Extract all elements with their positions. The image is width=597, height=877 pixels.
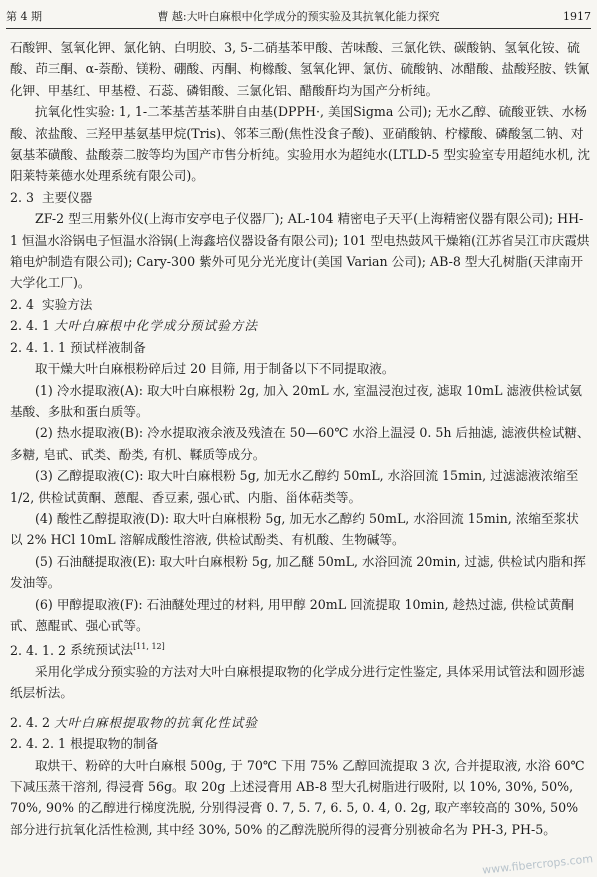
section-title: 大叶白麻根提取物的抗氧化性试验: [54, 714, 258, 730]
paragraph-extract-prep: 取烘干、粉碎的大叶白麻根 500g, 于 70℃ 下用 75% 乙醇回流提取 3 次, 合并提取液, 水浴 60℃ 下减压蒸干溶剂, 得浸膏 56g。取 20g 上述浸膏用 AB-8 型大孔树脂进行吸附, 以 10%, 30%, 50%, 70%, 90% 的乙醇进行梯度洗脱, 分别得浸膏 0. 7, 5. 7, 6. 5, 0. 4, 0. 2g, 取产率较高的 30%, 50% 部分进行抗氧化活性检测, 其中经 30%, 50% 的乙醇洗脱所得的浸膏分别被命名为 PH-3, PH-5。: [10, 757, 585, 837]
section-number: 2. 3: [10, 189, 35, 205]
section-heading-2-4-2: [10, 712, 591, 733]
issue-number: 第 4 期: [6, 10, 42, 23]
list-item-petroleum-ether: (5) 石油醚提取液(E): 取大叶白麻根粉 5g, 加乙醚 50mL, 水浴回流 20min, 过滤, 供检试内脂和挥发油等。: [10, 553, 586, 591]
section-number: 2. 4. 1. 1: [10, 339, 67, 355]
list-item-cold-water: (1) 冷水提取液(A): 取大叶白麻根粉 2g, 加入 20mL 水, 室温浸泡过夜, 滤取 10mL 滤液供检试氨基酸、多肽和蛋白质等。: [10, 382, 582, 419]
section-heading-2-4-2-1: [10, 733, 591, 754]
section-heading-2-4: [10, 294, 591, 315]
section-number: 2. 4. 2: [10, 714, 51, 730]
running-title: 曹 越:大叶白麻根中化学成分的预实验及其抗氧化能力探究: [157, 10, 440, 23]
section-heading-2-4-1-2: [10, 636, 591, 661]
page-number: 1917: [563, 10, 591, 23]
section-heading-2-4-1-1: [10, 337, 591, 358]
list-item-methanol: (6) 甲醇提取液(F): 石油醚处理过的材料, 用甲醇 20mL 回流提取 10min, 趁热过滤, 供检试黄酮甙、蒽醌甙、强心甙等。: [10, 596, 574, 633]
section-number: 2. 4. 1: [10, 318, 51, 334]
section-heading-2-4-1: [10, 315, 591, 336]
paragraph-system-test: 采用化学成分预实验的方法对大叶白麻根提取物的化学成分进行定性鉴定, 具体采用试管法和圆形滤纸层析法。: [10, 663, 585, 701]
list-item-hot-water: (2) 热水提取液(B): 冷水提取液余液及残渣在 50—60℃ 水浴上温浸 0. 5h 后抽滤, 滤液供检试糖、多糖, 皂甙、甙类、酚类, 有机、鞣质等成分。: [10, 425, 590, 462]
section-heading-2-3: [10, 187, 591, 208]
section-title: 预试样液制备: [70, 339, 146, 355]
running-header: [6, 6, 591, 29]
section-number: 2. 4: [10, 296, 35, 312]
watermark: www.fibercrops.com: [481, 852, 594, 877]
paragraph-sample-prep: 取干燥大叶白麻根粉碎后过 20 目筛, 用于制备以下不同提取液。: [35, 361, 395, 377]
citation-ref: [11, 12]: [133, 642, 165, 652]
paragraph-reagents: 石酸钾、氢氧化钾、氯化钠、白明胶、3, 5-二硝基苯甲酸、苦味酸、三氯化铁、碳酸钠、氢氧化铵、硫酸、茚三酮、α-萘酚、镁粉、硼酸、丙酮、枸橼酸、氢氧化钾、氯仿、硫酸钠、冰醋酸、盐酸羟胺、铁氰化钾、甲基红、甲基橙、石蕊、磷钼酸、三氯化铝、醋酸酐均为国产分析纯。: [10, 40, 590, 98]
list-item-acid-ethanol: (4) 酸性乙醇提取液(D): 取大叶白麻根粉 5g, 加无水乙醇约 50mL, 水浴回流 15min, 浓缩至浆状以 2% HCl 10mL 溶解成酸性溶液, 供检试酚类、有机酸、生物碱等。: [10, 510, 579, 548]
section-number: 2. 4. 1. 2: [10, 642, 67, 658]
article-body: [10, 37, 591, 840]
section-title: 大叶白麻根中化学成分预试验方法: [54, 318, 258, 334]
section-title: 系统预试法: [70, 642, 134, 658]
section-title: 实验方法: [42, 296, 93, 312]
paragraph-antioxidant-reagents: 抗氧化性实验: 1, 1-二苯基苦基苯肼自由基(DPPH·, 美国Sigma 公司); 无水乙醇、硫酸亚铁、水杨酸、浓盐酸、三羟甲基氨基甲烷(Tris)、邻苯三酚(焦性没食子酸)、亚硝酸钠、柠檬酸、磷酸氢二钠、对氨基苯磺酸、盐酸萘二胺等均为国产市售分析纯。实验用水为超纯水(LTLD-5 型实验室专用超纯水机, 沈阳莱特莱德水处理系统有限公司)。: [10, 104, 590, 184]
section-number: 2. 4. 2. 1: [10, 736, 67, 752]
paragraph-instruments: ZF-2 型三用紫外仪(上海市安亭电子仪器厂); AL-104 精密电子天平(上海精密仪器有限公司); HH-1 恒温水浴锅电子恒温水浴锅(上海鑫培仪器设备有限公司); 101 型电热鼓风干燥箱(江苏省吴江市庆霞烘箱电炉制造有限公司); Cary-300 紫外可见分光光度计(美国 Varian 公司); AB-8 型大孔树脂(天津南开大学化工厂)。: [10, 211, 590, 291]
section-title: 根提取物的制备: [70, 736, 159, 752]
section-title: 主要仪器: [42, 189, 93, 205]
list-item-ethanol: (3) 乙醇提取液(C): 取大叶白麻根粉 5g, 加无水乙醇约 50mL, 水浴回流 15min, 过滤滤液浓缩至 1/2, 供检试黄酮、蒽醌、香豆素, 强心甙、内脂、甾体萜类等。: [10, 468, 579, 505]
